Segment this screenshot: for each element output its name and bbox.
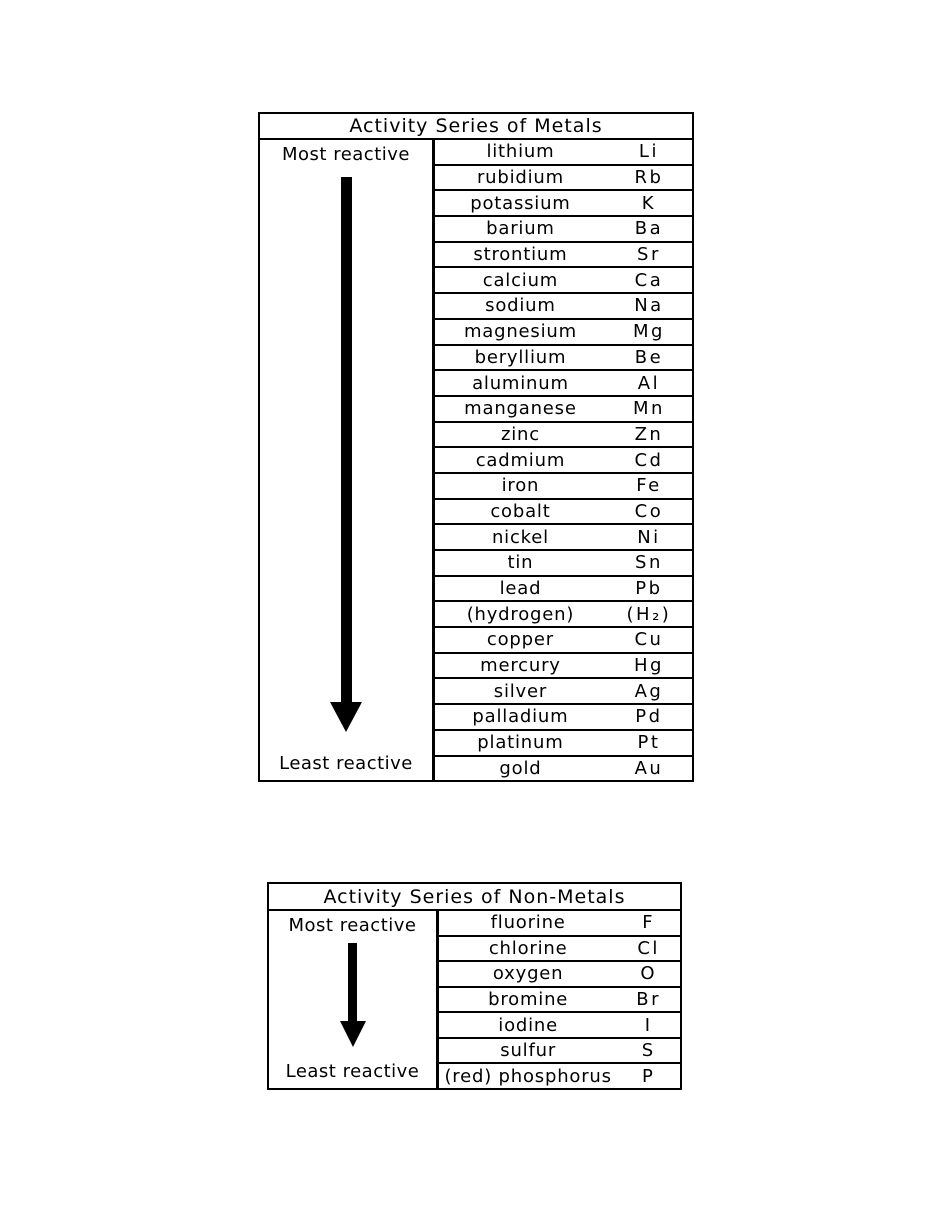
element-name: iodine	[498, 1014, 559, 1036]
nonmetals-element-list	[439, 911, 680, 1088]
element-symbol: Zn	[634, 423, 664, 445]
element-name: calcium	[482, 269, 559, 291]
element-name: bromine	[488, 989, 569, 1011]
element-name: sodium	[485, 295, 556, 317]
arrow-head	[340, 1021, 366, 1047]
element-symbol: Pb	[635, 578, 663, 600]
element-row	[435, 217, 692, 243]
element-name: cadmium	[475, 449, 566, 471]
element-name: mercury	[480, 655, 561, 677]
element-name: sulfur	[500, 1040, 557, 1062]
element-name: barium	[486, 218, 555, 240]
element-symbol: Fe	[636, 475, 662, 497]
arrow-head	[330, 702, 362, 732]
element-row	[435, 705, 692, 731]
element-symbol: Br	[636, 989, 662, 1011]
element-name: manganese	[464, 398, 577, 420]
element-name: chlorine	[488, 937, 568, 959]
element-symbol: P	[641, 1065, 656, 1087]
element-row	[439, 1039, 680, 1065]
element-name: fluorine	[490, 912, 566, 934]
arrow-shaft	[341, 177, 352, 702]
element-name: oxygen	[492, 963, 564, 985]
element-name: strontium	[473, 244, 568, 266]
down-arrow-icon	[340, 943, 366, 1047]
element-symbol: Co	[634, 500, 664, 522]
metals-reactivity-column	[260, 140, 435, 780]
element-row	[439, 937, 680, 963]
element-row	[435, 474, 692, 500]
element-symbol: Cu	[634, 629, 664, 651]
element-symbol: Sn	[635, 552, 663, 574]
element-row	[439, 1013, 680, 1039]
element-symbol: Na	[634, 295, 664, 317]
element-symbol: Mn	[632, 398, 665, 420]
element-symbol: S	[641, 1040, 656, 1062]
element-row	[435, 191, 692, 217]
element-row	[435, 397, 692, 423]
element-row	[435, 628, 692, 654]
nonmetals-table-title: Activity Series of Non-Metals	[269, 884, 680, 911]
element-row	[435, 551, 692, 577]
element-row	[435, 423, 692, 449]
element-symbol: Cl	[637, 937, 660, 959]
element-symbol: Rb	[634, 167, 664, 189]
element-name: magnesium	[463, 321, 577, 343]
element-row	[439, 1064, 680, 1088]
element-row	[435, 654, 692, 680]
element-row	[435, 577, 692, 603]
least-reactive-label: Least reactive	[279, 753, 413, 774]
metals-table-body	[260, 140, 692, 780]
element-name: copper	[486, 629, 554, 651]
element-symbol: Ba	[634, 218, 664, 240]
element-symbol: Li	[638, 141, 659, 163]
nonmetals-reactivity-column	[269, 911, 439, 1088]
metals-table-title: Activity Series of Metals	[260, 114, 692, 140]
metals-element-list	[435, 140, 692, 780]
element-row	[435, 679, 692, 705]
element-symbol: Sr	[637, 244, 661, 266]
element-name: nickel	[491, 526, 549, 548]
element-symbol: K	[641, 192, 657, 214]
arrow-shaft	[348, 943, 357, 1021]
element-name: palladium	[472, 706, 569, 728]
element-symbol: Be	[634, 346, 664, 368]
element-name: iron	[501, 475, 540, 497]
element-name: rubidium	[476, 167, 564, 189]
element-row	[435, 268, 692, 294]
nonmetals-table-body	[269, 911, 680, 1088]
element-row	[435, 294, 692, 320]
element-row	[435, 500, 692, 526]
element-symbol: Cd	[634, 449, 664, 471]
element-name: beryllium	[474, 346, 567, 368]
most-reactive-label: Most reactive	[282, 144, 410, 165]
element-symbol: Al	[637, 372, 661, 394]
element-symbol: Ag	[634, 680, 664, 702]
element-name: tin	[507, 552, 534, 574]
element-symbol: Ca	[634, 269, 664, 291]
element-row	[439, 988, 680, 1014]
element-symbol: O	[640, 963, 657, 985]
element-symbol: I	[644, 1014, 653, 1036]
down-arrow-icon	[330, 177, 362, 732]
most-reactive-label: Most reactive	[288, 915, 417, 936]
element-name: (red) phosphorus	[444, 1065, 612, 1087]
element-symbol: Pt	[637, 732, 661, 754]
element-row	[435, 243, 692, 269]
element-name: lithium	[486, 141, 555, 163]
element-row	[435, 731, 692, 757]
element-row	[435, 320, 692, 346]
element-name: platinum	[477, 732, 564, 754]
least-reactive-label: Least reactive	[285, 1061, 420, 1082]
element-row	[435, 371, 692, 397]
element-row	[435, 525, 692, 551]
element-name: silver	[493, 680, 548, 702]
nonmetals-activity-table	[267, 882, 682, 1090]
element-row	[439, 962, 680, 988]
element-name: aluminum	[472, 372, 569, 394]
element-symbol: Mg	[632, 321, 665, 343]
element-symbol: Ni	[637, 526, 661, 548]
element-row	[435, 602, 692, 628]
element-symbol: Hg	[633, 655, 664, 677]
element-row	[435, 140, 692, 166]
element-name: gold	[499, 757, 542, 779]
element-name: zinc	[500, 423, 540, 445]
element-name: potassium	[470, 192, 571, 214]
element-row	[435, 757, 692, 781]
element-row	[435, 448, 692, 474]
element-name: cobalt	[490, 500, 551, 522]
element-row	[439, 911, 680, 937]
element-symbol: F	[642, 912, 656, 934]
metals-activity-table	[258, 112, 694, 782]
element-name: (hydrogen)	[466, 603, 575, 625]
element-row	[435, 166, 692, 192]
element-symbol: (H₂)	[626, 603, 672, 625]
element-name: lead	[499, 578, 542, 600]
element-symbol: Au	[634, 757, 664, 779]
element-symbol: Pd	[635, 706, 663, 728]
element-row	[435, 346, 692, 372]
